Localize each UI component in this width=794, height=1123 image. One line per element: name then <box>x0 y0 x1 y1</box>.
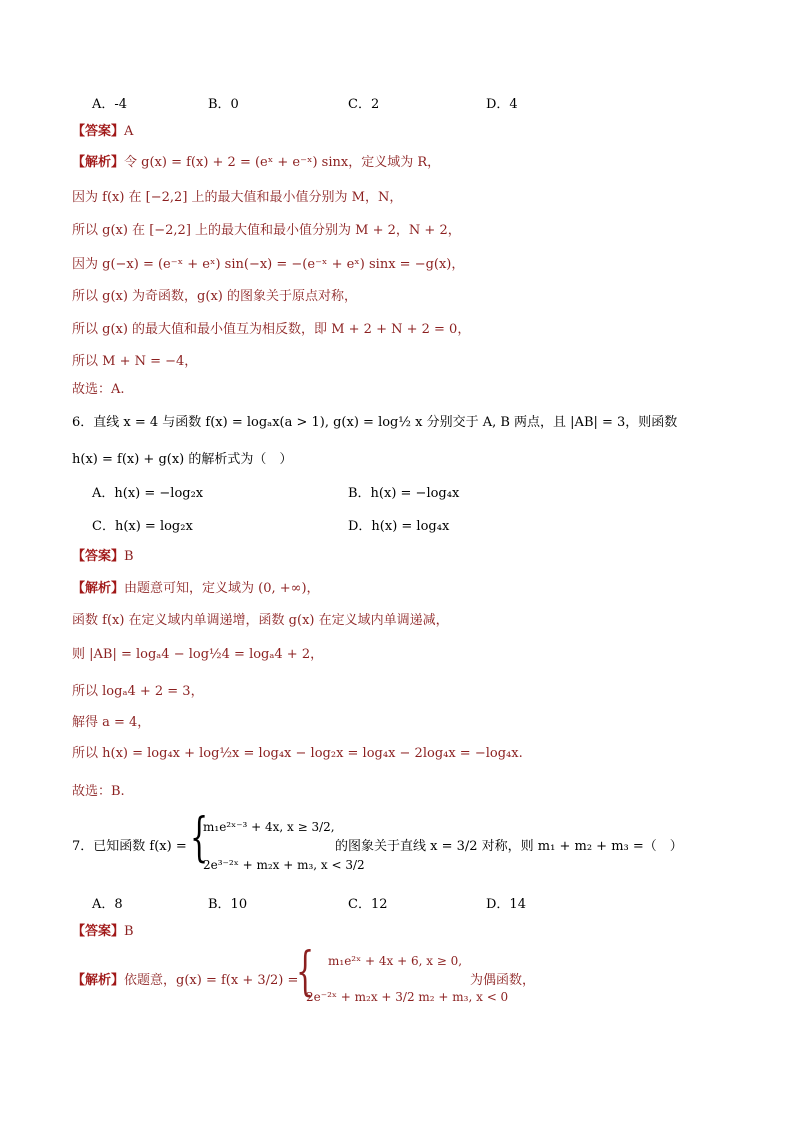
q6-analysis-line-4: 所以 logₐ4 + 2 = 3， <box>72 684 204 699</box>
q7-case-2: 2e³⁻²ˣ + m₂x + m₃, x < 3/2 <box>203 858 365 872</box>
q7-option-a: A．8 <box>92 897 123 912</box>
q6-option-c: C．h(x) = log₂x <box>92 519 193 534</box>
piecewise-brace: { <box>296 942 315 1002</box>
q5-option-c: C．2 <box>348 97 380 112</box>
q5-analysis-line-5: 所以 g(x) 为奇函数，g(x) 的图象关于原点对称， <box>72 289 357 304</box>
answer-value: B <box>124 924 134 939</box>
q7-stem-prefix: 7．已知函数 f(x) = <box>72 839 187 854</box>
q6-analysis-line-5: 解得 a = 4， <box>72 715 151 730</box>
q6-analysis-line-2: 函数 f(x) 在定义域内单调递增，函数 g(x) 在定义域内单调递减， <box>72 613 449 628</box>
analysis-tag: 【解析】 <box>72 973 125 988</box>
answer-tag: 【答案】 <box>72 124 125 139</box>
q5-option-d: D．4 <box>486 97 518 112</box>
q5-option-b: B．0 <box>208 97 239 112</box>
q6-stem-line-2: h(x) = f(x) + g(x) 的解析式为（ ） <box>72 452 293 467</box>
answer-value: A <box>124 124 134 139</box>
q7-analysis-line-1: 【解析】依题意，g(x) = f(x + 3/2) = <box>72 973 299 988</box>
q6-analysis-line-1: 【解析】由题意可知，定义域为 (0, +∞)， <box>72 581 320 596</box>
q6-stem-line-1: 6．直线 x = 4 与函数 f(x) = logₐx(a > 1), g(x) = log½ x 分别交于 A, B 两点，且 |AB| = 3，则函数 <box>72 415 678 430</box>
q5-analysis-line-1: 【解析】令 g(x) = f(x) + 2 = (eˣ + e⁻ˣ) sinx，定义域为 R， <box>72 155 441 170</box>
q7-option-d: D．14 <box>486 897 526 912</box>
q7-g-case-1: m₁e²ˣ + 4x + 6, x ≥ 0, <box>328 954 463 968</box>
answer-tag: 【答案】 <box>72 924 125 939</box>
q5-option-a: A．-4 <box>92 97 128 112</box>
q7-g-case-2: 2e⁻²ˣ + m₂x + 3/2 m₂ + m₃, x < 0 <box>306 990 509 1004</box>
q5-answer <box>72 123 133 141</box>
q7-stem-suffix: 的图象关于直线 x = 3/2 对称，则 m₁ + m₂ + m₃ =（ ） <box>335 839 683 854</box>
q6-option-a: A．h(x) = −log₂x <box>92 486 204 501</box>
q7-analysis-suffix: 为偶函数， <box>470 973 536 988</box>
q6-answer <box>72 548 134 566</box>
q5-analysis-line-7: 所以 M + N = −4， <box>72 354 198 369</box>
answer-tag: 【答案】 <box>72 549 125 564</box>
q5-analysis-line-4: 因为 g(−x) = (e⁻ˣ + eˣ) sin(−x) = −(e⁻ˣ + eˣ) sinx = −g(x)， <box>72 257 465 272</box>
q6-option-d: D．h(x) = log₄x <box>348 519 450 534</box>
analysis-tag: 【解析】 <box>72 155 125 170</box>
piecewise-brace: { <box>190 808 209 868</box>
q5-analysis-line-8: 故选：A. <box>72 382 125 397</box>
analysis-tag: 【解析】 <box>72 581 125 596</box>
q7-option-b: B．10 <box>208 897 248 912</box>
q7-option-c: C．12 <box>348 897 388 912</box>
q5-analysis-line-6: 所以 g(x) 的最大值和最小值互为相反数，即 M + 2 + N + 2 = 0， <box>72 322 471 337</box>
q5-analysis-line-2: 因为 f(x) 在 [−2,2] 上的最大值和最小值分别为 M，N， <box>72 190 403 205</box>
q6-analysis-line-7: 故选：B. <box>72 784 125 799</box>
q7-answer <box>72 923 134 941</box>
q6-analysis-line-6: 所以 h(x) = log₄x + log½x = log₄x − log₂x = log₄x − 2log₄x = −log₄x. <box>72 746 523 761</box>
q5-analysis-line-3: 所以 g(x) 在 [−2,2] 上的最大值和最小值分别为 M + 2，N + 2， <box>72 223 461 238</box>
q7-case-1: m₁e²ˣ⁻³ + 4x, x ≥ 3/2, <box>203 820 335 834</box>
q6-analysis-line-3: 则 |AB| = logₐ4 − log½4 = logₐ4 + 2， <box>72 647 324 662</box>
answer-value: B <box>124 549 134 564</box>
q6-option-b: B．h(x) = −log₄x <box>348 486 460 501</box>
